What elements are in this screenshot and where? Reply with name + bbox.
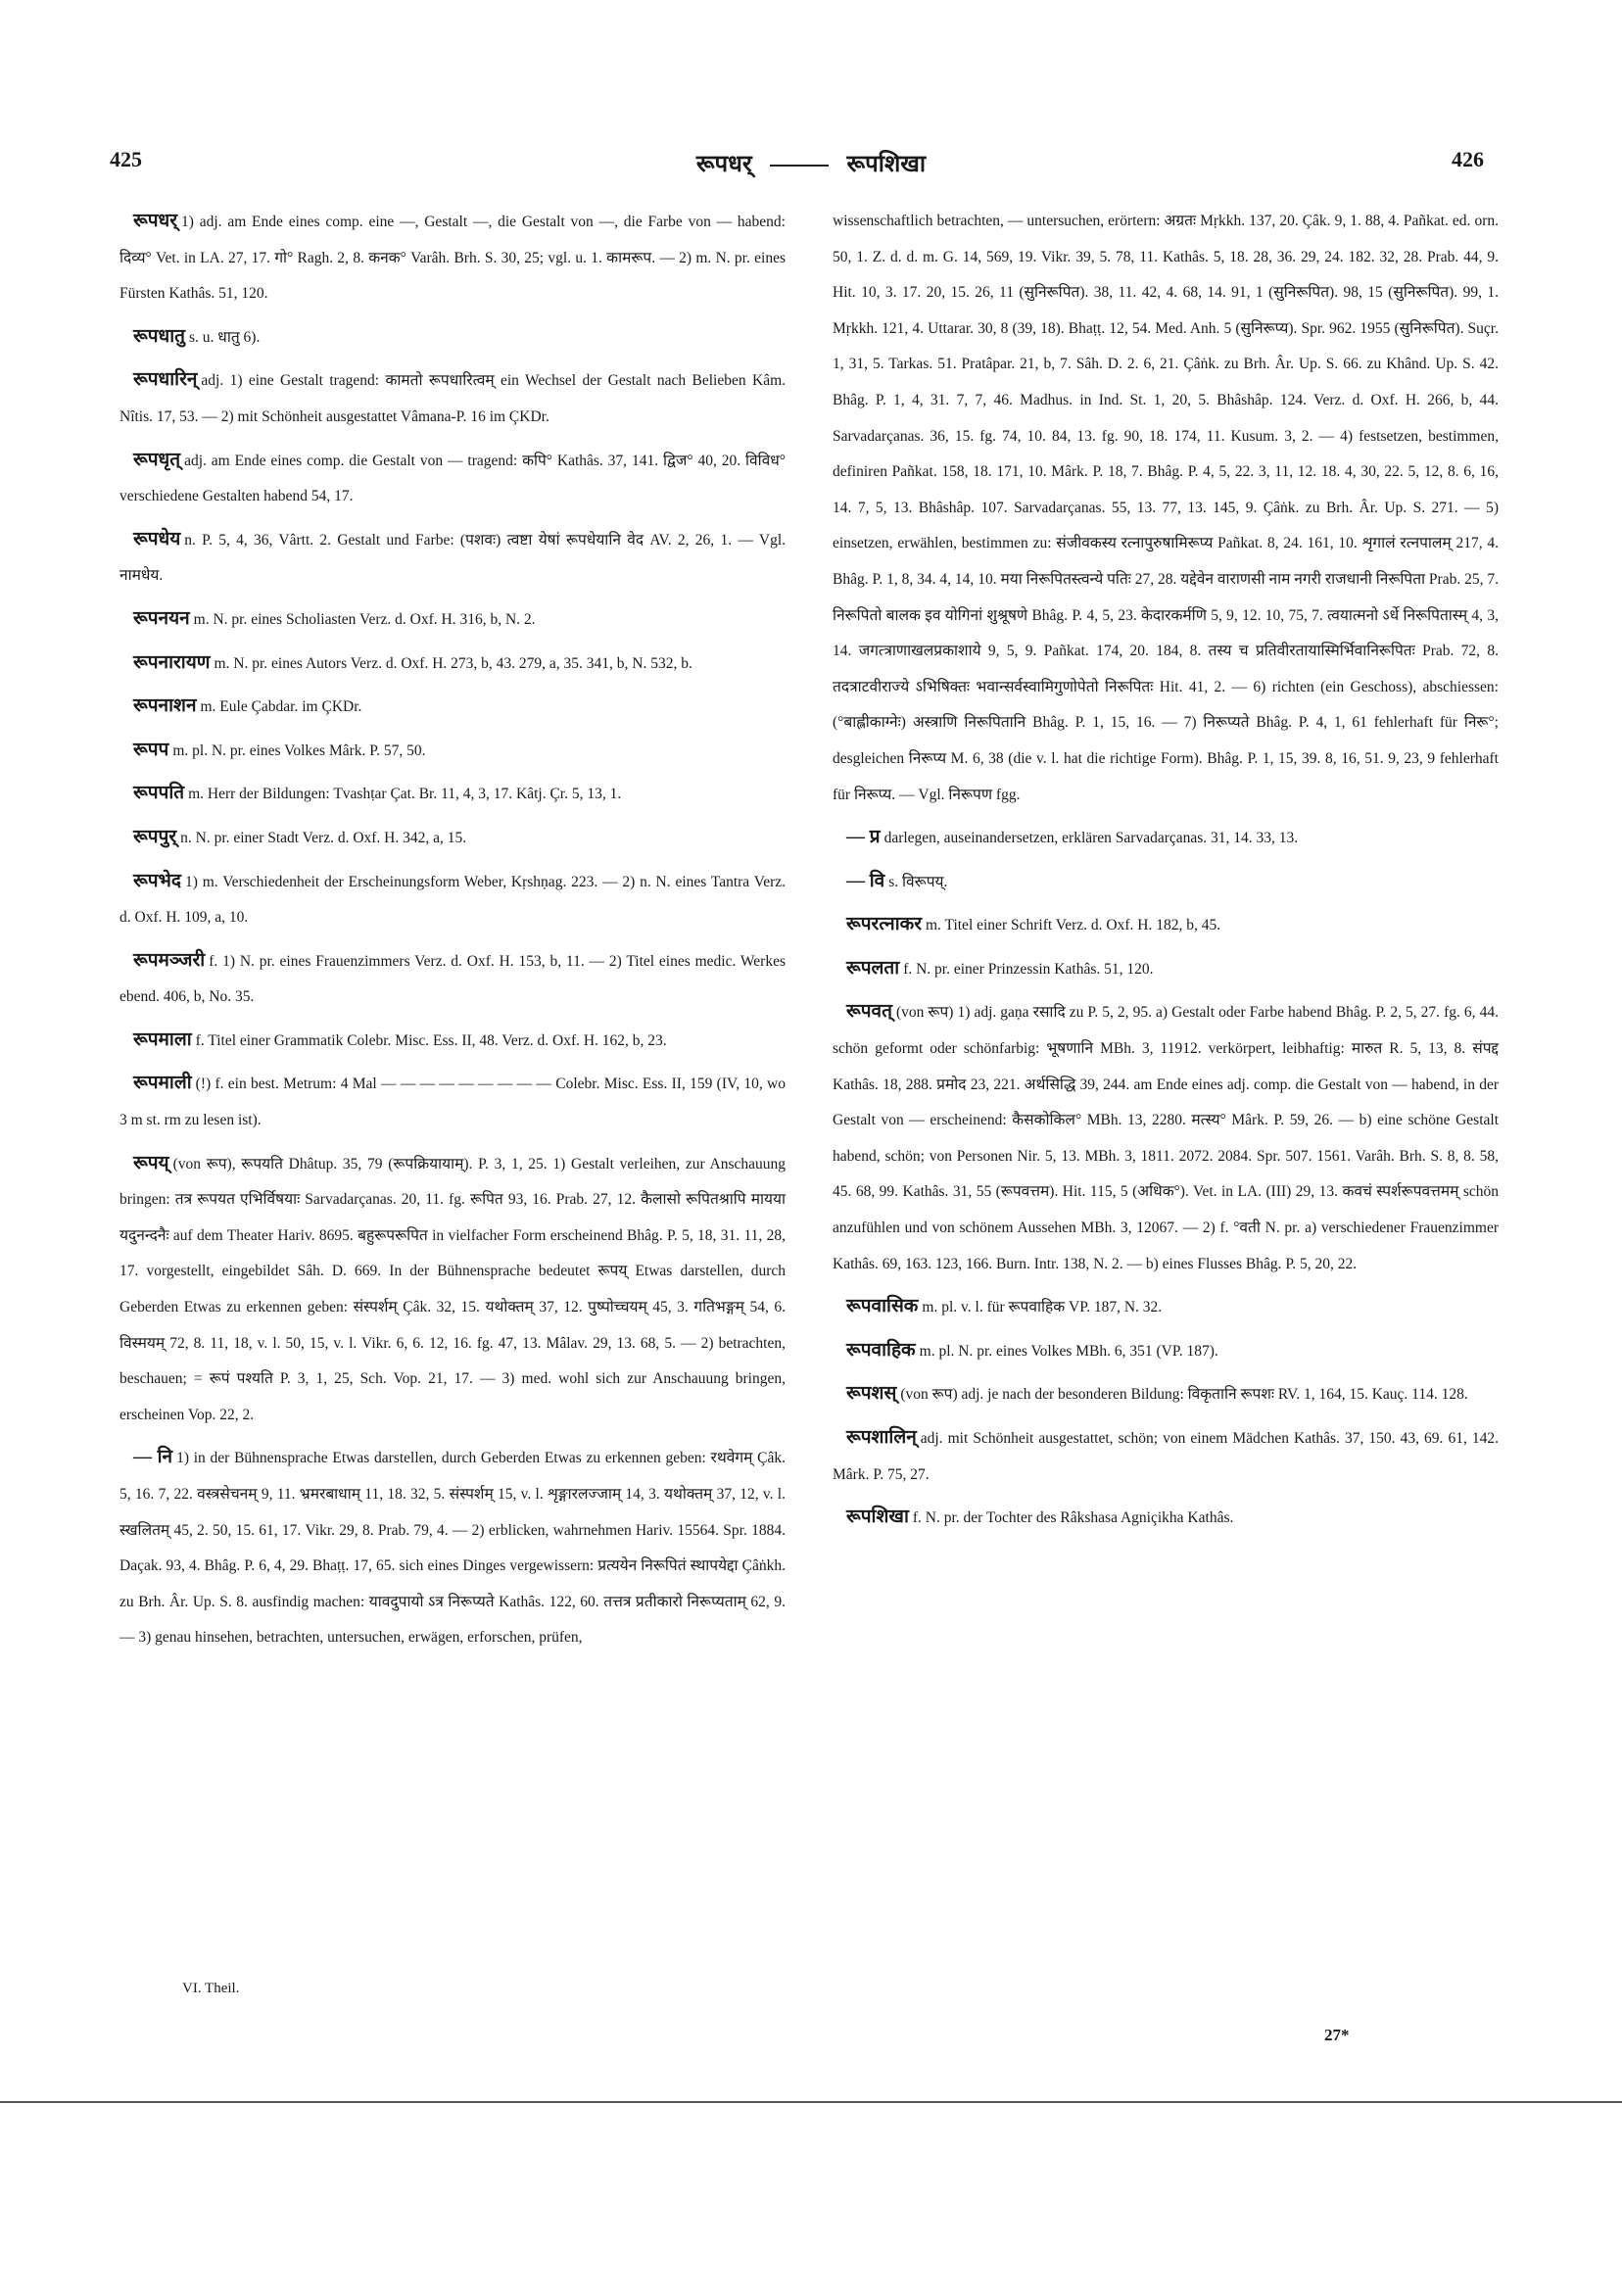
entry-headword: रूपमञ्जरी	[133, 949, 206, 971]
entry-text: (von रूप), रूपयति Dhâtup. 35, 79 (रूपक्रियायाम्). P. 3, 1, 25. 1) Gestalt verleihen, zur Anschauung bringen: तत्र रूपयत एभिर्विषयाः Sarvadarçanas. 20, 11. fg. रूपित 93, 16. Prab. 27, 12. कैलासो रूपितश्रापि मायया यदुनन्दनैः auf dem Theater Hariv. 8695. बहुरूपरूपित in vielfacher Form erscheinend Bhâg. P. 5, 18, 31. 11, 28, 17. vorgestellt, eingebildet Sâh. D. 669. In der Bühnensprache bedeutet रूपय् Etwas darstellen, durch Geberden Etwas zu erkennen geben: संस्पर्शम् Çâk. 32, 15. यथोक्तम् 37, 12. पुष्पोच्चयम् 45, 3. गतिभङ्गम् 54, 6. विस्मयम् 72, 8. 11, 18, v. l. 50, 15, v. l. Vikr. 6, 6. 12, 16. fg. 47, 13. Mâlav. 29, 13. 68, 5. — 2) betrachten, beschauen; = रूपं पश्यति P. 3, 1, 25, Sch. Vop. 21, 17. — 3) med. wohl sich zur Anschauung bringen, erscheinen Vop. 22, 2.	[119, 1155, 786, 1423]
dictionary-entry	[833, 951, 1499, 988]
dictionary-entry	[833, 1333, 1499, 1370]
running-head	[0, 147, 1622, 179]
bottom-rule	[0, 2101, 1622, 2103]
entry-text: 1) adj. am Ende eines comp. eine —, Gestalt —, die Gestalt von —, die Farbe von — habend: दिव्य° Vet. in LA. 27, 17. गो° Ragh. 2, 8. कनक° Varâh. Brh. S. 30, 25; vgl. u. 1. कामरूप. — 2) m. N. pr. eines Fürsten Kathâs. 51, 120.	[119, 214, 786, 303]
dictionary-entry	[119, 820, 786, 857]
signature-mark: 27*	[1324, 2026, 1350, 2044]
entry-text: n. P. 5, 4, 36, Vârtt. 2. Gestalt und Farbe: (पशवः) त्वष्टा येषां रूपधेयानि वेद AV. 2, 26, 1. — Vgl. नामधेय.	[119, 531, 786, 585]
entry-headword: रूपवाहिक	[846, 1339, 916, 1361]
dictionary-entry	[833, 994, 1499, 1282]
entry-text: m. pl. N. pr. eines Volkes Mârk. P. 57, 50.	[172, 741, 426, 759]
entry-headword: रूपशिखा	[846, 1507, 909, 1528]
dictionary-entry	[119, 646, 786, 683]
dictionary-entry	[119, 1146, 786, 1434]
entry-headword: रूपपुर्	[133, 826, 177, 847]
entry-headword: रूपप	[133, 739, 169, 760]
running-head-left: रूपधर्	[695, 149, 752, 177]
running-head-dash	[770, 165, 829, 167]
entry-text: f. Titel einer Grammatik Colebr. Misc. Ess. II, 48. Verz. d. Oxf. H. 162, b, 23.	[195, 1031, 667, 1049]
page-number-right: 426	[1452, 147, 1484, 171]
entry-text: s. u. धातु 6).	[189, 328, 261, 346]
entry-text: m. Eule Çabdar. im ÇKDr.	[200, 698, 362, 716]
entry-headword: रूपभेद	[133, 870, 182, 891]
entry-text: f. N. pr. einer Prinzessin Kathâs. 51, 120.	[903, 960, 1154, 978]
volume-note: VI. Theil.	[182, 1981, 240, 1996]
dictionary-entry	[119, 443, 786, 515]
entry-headword: रूपशस्	[846, 1383, 897, 1405]
entry-text: m. Titel einer Schrift Verz. d. Oxf. H. 182, b, 45.	[926, 917, 1221, 934]
entry-text: n. N. pr. einer Stadt Verz. d. Oxf. H. 342, a, 15.	[180, 829, 467, 846]
entry-headword: रूपशालिन्	[846, 1427, 917, 1448]
dictionary-entry	[119, 319, 786, 357]
entry-text: wissenschaftlich betrachten, — untersuchen, erörtern: अग्रतः Mṛkkh. 137, 20. Çâk. 9, 1. 88, 4. Pañkat. ed. orn. 50, 1. Z. d. d. m. G. 14, 569, 19. Vikr. 39, 5. 78, 11. Kathâs. 5, 18. 28, 36. 29, 24. 182. 32, 28. Prab. 44, 9. Hit. 10, 3. 17. 20, 15. 26, 11 (सुनिरूपित). 38, 11. 42, 4. 68, 14. 91, 1 (सुनिरूपित). 98, 15 (सुनिरूपित). 99, 1. Mṛkkh. 121, 4. Uttarar. 30, 8 (39, 18). Bhaṭṭ. 12, 54. Med. Anh. 5 (सुनिरूप्य). Spr. 962. 1955 (सुनिरूपित). Suçr. 1, 31, 5. Tarkas. 51. Pratâpar. 21, b, 7. Sâh. D. 2. 6, 21. Çâṅk. zu Brh. Âr. Up. S. 66. zu Khând. Up. S. 42. Bhâg. P. 1, 4, 31. 7, 7, 46. Madhus. in Ind. St. 1, 20, 5. Bhâshâp. 124. Verz. d. Oxf. H. 266, b, 44. Sarvadarçanas. 36, 15. fg. 74, 10. 84, 13. fg. 90, 18. 174, 11. Kusum. 3, 2. — 4) festsetzen, bestimmen, definiren Pañkat. 158, 18. 171, 10. Mârk. P. 18, 7. Bhâg. P. 4, 5, 22. 3, 11, 12. 18. 4, 30, 22. 5, 12, 8. 6, 16, 14. 7, 5, 13. Bhâshâp. 107. Sarvadarçanas. 55, 13. 77, 13. 145, 9. Çâṅk. zu Brh. Âr. Up. S. 271. — 5) einsetzen, erwählen, bestimmen zu: संजीवकस्य रत्नापुरुषामिरूप्य Pañkat. 8, 24. 161, 10. शृगालं रत्नपालम् 217, 4. Bhâg. P. 1, 8, 34. 4, 14, 10. मया निरूपितस्त्वन्ये पतिः 27, 28. यद्देवेन वाराणसी नाम नगरी राजधानी निरूपिता Prab. 25, 7. निरूपितो बालक इव योगिनां शुश्रूषणे Bhâg. P. 4, 5, 23. केदारकर्मणि 5, 9, 12. 10, 75, 7. त्वयात्मनो ऽर्धे निरूपितास्म् 4, 3, 14. जगत्त्राणाखलप्रकाशाये 9, 5, 9. Pañkat. 174, 20. 184, 8. तस्य च प्रतिवीरतायास्मिर्भिवानिरूपितः Prab. 72, 8. तदत्राटवीराज्ये ऽभिषिक्तः भवान्सर्वस्वामिगुणोपेतो निरूपितः Hit. 41, 2. — 6) richten (ein Geschoss), abschiessen: (°बाह्लीकाग्नेः) अस्त्राणि निरूपितानि Bhâg. P. 1, 15, 16. — 7) निरूप्यते Bhâg. P. 4, 1, 61 fehlerhaft für निरू°; desgleichen निरूप्य M. 6, 38 (die v. l. hat die richtige Form). Bhâg. P. 1, 15, 39. 8, 16, 51. 9, 23, 9 fehlerhaft für निरूप्य. — Vgl. निरूपण fgg.	[833, 213, 1499, 803]
entry-text: (von रूप) adj. je nach der besonderen Bildung: विकृतानि रूपशः RV. 1, 164, 15. Kauç. 114. 128.	[900, 1386, 1468, 1404]
entry-headword: रूपवासिक	[846, 1296, 919, 1317]
entry-headword: रूपवत्	[846, 1001, 892, 1023]
dictionary-entry	[119, 864, 786, 936]
right-column	[833, 204, 1499, 1544]
entry-headword: रूपय्	[133, 1152, 169, 1173]
entry-text: m. pl. N. pr. eines Volkes MBh. 6, 351 (VP. 187).	[919, 1342, 1218, 1360]
dictionary-entry	[119, 522, 786, 595]
entry-headword: रूपनाशन	[133, 695, 197, 717]
dictionary-entry	[833, 1420, 1499, 1493]
entry-headword: रूपधारिन्	[133, 369, 198, 391]
entry-text: 1) in der Bühnensprache Etwas darstellen, durch Geberden Etwas zu erkennen geben: रथवेगम् Çâk. 5, 16. 7, 22. वस्त्रसेचनम् 9, 11. भ्रमरबाधाम् 11, 18. 32, 5. संस्पर्शम् 15, v. l. शृङ्गारलज्जाम् 14, 3. यथोक्तम् 37, 12, v. l. स्खलितम् 45, 2. 50, 15. 61, 17. Vikr. 29, 8. Prab. 79, 4. — 2) erblicken, wahrnehmen Hariv. 15564. Spr. 1884. Daçak. 93, 4. Bhâg. P. 6, 4, 29. Bhaṭṭ. 17, 65. sich eines Dinges vergewissern: प्रत्ययेन निरूपितं स्थापयेद्दा Çâṅkh. zu Brh. Âr. Up. S. 8. ausfindig machen: यावदुपायो ऽत्र निरूप्यते Kathâs. 122, 60. तत्तत्र प्रतीकारो निरूप्यताम् 62, 9. — 3) genau hinsehen, betrachten, untersuchen, erwägen, erforschen, prüfen,	[119, 1450, 786, 1647]
page-number-left: 425	[110, 147, 142, 171]
entry-text: m. N. pr. eines Autors Verz. d. Oxf. H. 273, b, 43. 279, a, 35. 341, b, N. 532, b.	[214, 654, 692, 672]
entry-headword: रूपधृत्	[133, 449, 181, 470]
dictionary-entry	[833, 864, 1499, 901]
dictionary-entry	[119, 1023, 786, 1060]
dictionary-entry	[833, 907, 1499, 944]
entry-headword: रूपधर्	[133, 211, 178, 231]
entry-text: s. विरूपय्.	[888, 873, 948, 890]
entry-text: m. N. pr. eines Scholiasten Verz. d. Oxf. H. 316, b, N. 2.	[193, 610, 536, 628]
entry-headword: रूपधेय	[133, 528, 181, 550]
left-column	[119, 204, 786, 1663]
entry-text: adj. mit Schönheit ausgestattet, schön; von einem Mädchen Kathâs. 37, 150. 43, 69. 61, 142. Mârk. P. 75, 27.	[833, 1430, 1499, 1483]
dictionary-entry	[833, 820, 1499, 857]
entry-text: m. Herr der Bildungen: Tvashṭar Çat. Br. 11, 4, 3, 17. Kâtj. Çr. 5, 13, 1.	[188, 786, 622, 803]
dictionary-entry	[833, 204, 1499, 813]
entry-headword: रूपनारायण	[133, 651, 211, 673]
dictionary-entry	[119, 733, 786, 770]
dictionary-entry	[833, 1500, 1499, 1537]
entry-text: f. N. pr. der Tochter des Râkshasa Agniçikha Kathâs.	[912, 1509, 1234, 1527]
entry-headword: — नि	[133, 1447, 173, 1468]
dictionary-entry	[119, 776, 786, 813]
entry-headword: रूपलता	[846, 957, 900, 979]
dictionary-entry	[119, 943, 786, 1016]
dictionary-entry	[833, 1376, 1499, 1413]
entry-headword: रूपमाली	[133, 1073, 192, 1094]
entry-text: f. 1) N. pr. eines Frauenzimmers Verz. d. Oxf. H. 153, b, 11. — 2) Titel eines medic. Werkes ebend. 406, b, No. 35.	[119, 952, 786, 1006]
entry-text: (von रूप) 1) adj. gaṇa रसादि zu P. 5, 2, 95. a) Gestalt oder Farbe habend Bhâg. P. 2, 5, 27. fg. 6, 44. schön geformt oder schönfarbig: भूषणानि MBh. 3, 11912. verkörpert, leibhaftig: मारुत R. 5, 13, 8. संपद्द Kathâs. 18, 288. प्रमोद 23, 221. अर्थसिद्धि 39, 244. am Ende eines adj. comp. die Gestalt von — habend, in der Gestalt von — erscheinend: कैसकोकिल° MBh. 13, 2280. मत्स्य° Mârk. P. 59, 26. — b) eine schöne Gestalt habend, schön; von Personen Nir. 5, 13. MBh. 3, 1811. 2072. 2084. Spr. 507. 1561. Varâh. Brh. S. 8, 8. 58, 45. 68, 99. Kathâs. 31, 55 (रूपवत्तम). Hit. 115, 5 (अधिक°). Vet. in LA. (III) 29, 13. कवचं स्पर्शरूपवत्तमम् schön anzufühlen und von schönem Aussehen MBh. 3, 12067. — 2) f. °वती N. pr. a) verschiedener Frauenzimmer Kathâs. 69, 163. 123, 166. Burn. Intr. 138, N. 2. — b) eines Flusses Bhâg. P. 5, 20, 22.	[833, 1004, 1499, 1272]
dictionary-entry	[119, 204, 786, 312]
dictionary-entry	[119, 689, 786, 726]
entry-headword: — वि	[846, 870, 885, 891]
dictionary-entry	[119, 1066, 786, 1138]
dictionary-entry	[119, 362, 786, 435]
entry-text: adj. 1) eine Gestalt tragend: कामतो रूपधारित्वम् ein Wechsel der Gestalt nach Belieben Kâm. Nîtis. 17, 53. — 2) mit Schönheit ausgestattet Vâmana-P. 16 im ÇKDr.	[119, 372, 786, 425]
entry-text: m. pl. v. l. für रूपवाहिक VP. 187, N. 32.	[922, 1299, 1163, 1316]
entry-headword: रूपपति	[133, 783, 185, 804]
dictionary-entry	[833, 1289, 1499, 1326]
entry-text: adj. am Ende eines comp. die Gestalt von — tragend: कपि° Kathâs. 37, 141. द्विज° 40, 20. विविध° verschiedene Gestalten habend 54, 17.	[119, 452, 786, 505]
entry-headword: रूपमाला	[133, 1028, 192, 1050]
entry-text: darlegen, auseinandersetzen, erklären Sarvadarçanas. 31, 14. 33, 13.	[883, 830, 1299, 847]
entry-headword: रूपनयन	[133, 607, 190, 629]
entry-text: 1) m. Verschiedenheit der Erscheinungsform Weber, Kṛshṇag. 223. — 2) n. N. eines Tantra Verz. d. Oxf. H. 109, a, 10.	[119, 873, 786, 927]
entry-headword: रूपरत्नाकर	[846, 914, 922, 935]
entry-text: (!) f. ein best. Metrum: 4 Mal — — — — — — — — — Colebr. Misc. Ess. II, 159 (IV, 10, wo 3 m st. rm zu lesen ist).	[119, 1076, 786, 1129]
entry-headword: रूपधातु	[133, 325, 185, 347]
dictionary-entry	[119, 601, 786, 639]
running-head-right: रूपशिखा	[846, 149, 927, 177]
entry-headword: — प्र	[846, 827, 881, 848]
dictionary-entry	[119, 1440, 786, 1656]
